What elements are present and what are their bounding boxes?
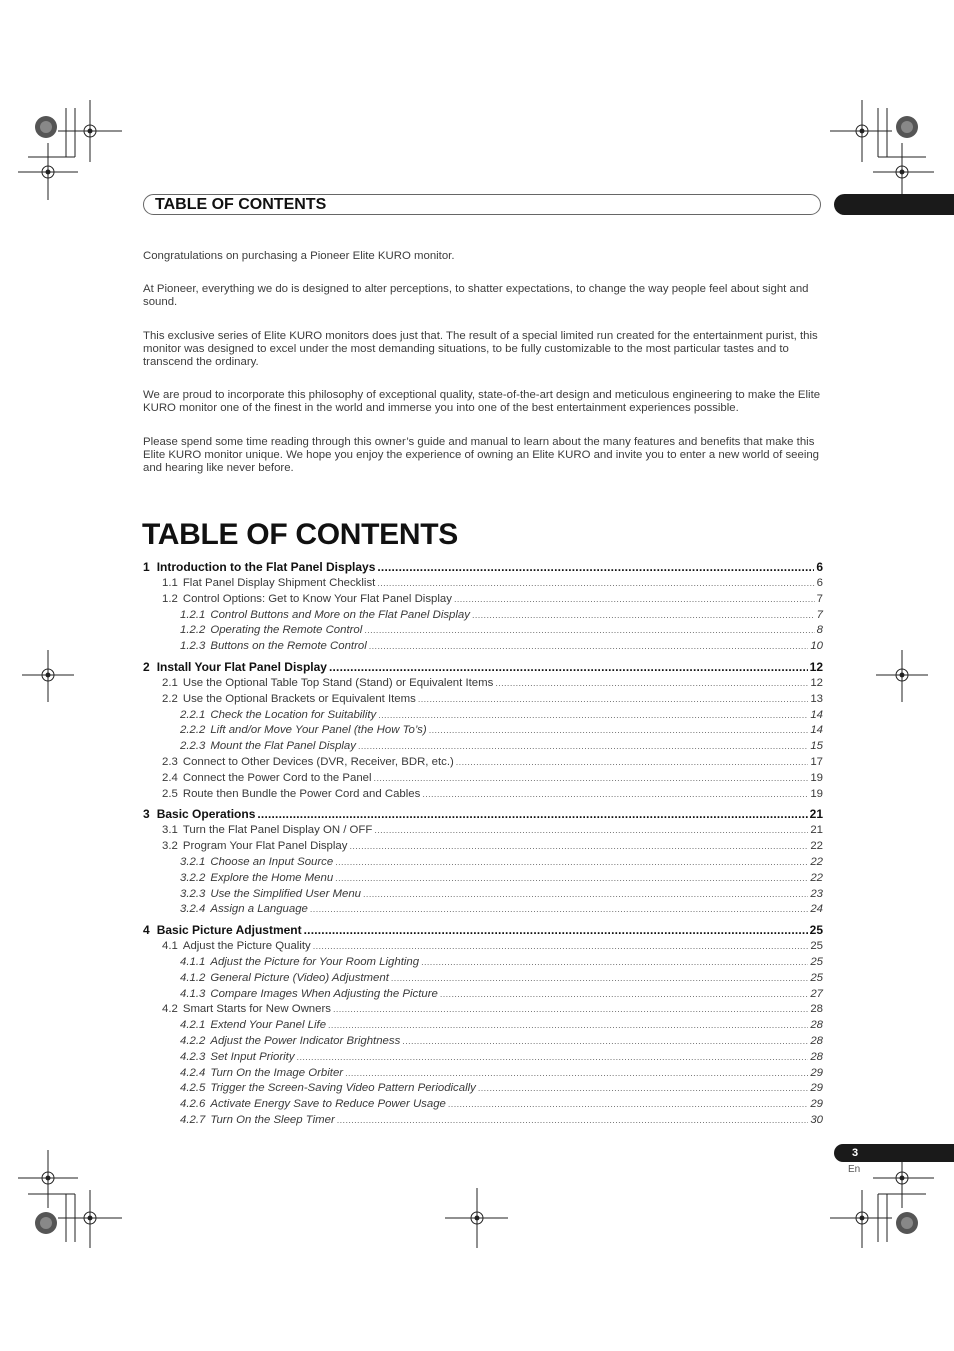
toc-entry-label: Turn the Flat Panel Display ON / OFF xyxy=(182,824,373,837)
toc-entry[interactable] xyxy=(143,723,823,739)
toc-dot-leader xyxy=(333,1002,808,1018)
toc-entry-page: 24 xyxy=(810,903,823,916)
toc-dot-leader xyxy=(349,839,808,855)
toc-entry-number: 2.5 xyxy=(162,787,178,800)
toc-dot-leader xyxy=(358,739,808,755)
toc-dot-leader xyxy=(335,855,808,871)
toc-dot-leader xyxy=(257,805,807,823)
toc-entry-label: Buttons on the Remote Control xyxy=(210,640,367,653)
toc-dot-leader xyxy=(391,971,808,987)
toc-entry-page: 25 xyxy=(810,955,823,968)
toc-entry-label: Connect the Power Cord to the Panel xyxy=(182,771,372,784)
toc-entry[interactable] xyxy=(143,608,823,624)
toc-entry-number: 3.2.1 xyxy=(180,855,206,868)
toc-entry-page: 14 xyxy=(810,708,823,721)
toc-entry-label: Introduction to the Flat Panel Displays xyxy=(156,560,376,574)
toc-dot-leader xyxy=(363,887,808,903)
toc-entry[interactable] xyxy=(143,708,823,724)
toc-entry-number: 4.1 xyxy=(162,940,178,953)
toc-dot-leader xyxy=(374,823,808,839)
toc-entry-page: 19 xyxy=(810,787,823,800)
toc-dot-leader xyxy=(374,771,809,787)
toc-entry-label: Flat Panel Display Shipment Checklist xyxy=(182,577,376,589)
toc-entry-page: 29 xyxy=(810,1098,823,1111)
toc-entry-page: 10 xyxy=(810,640,823,653)
toc-entry[interactable] xyxy=(143,1081,823,1097)
toc-entry-number: 3.2.2 xyxy=(180,871,206,884)
toc-entry-label: Turn On the Image Orbiter xyxy=(210,1066,344,1079)
toc-entry-page: 6 xyxy=(816,577,823,589)
toc-dot-leader xyxy=(422,787,808,803)
toc-dot-leader xyxy=(377,558,814,576)
toc-entry-label: Lift and/or Move Your Panel (the How To’s) xyxy=(210,724,427,737)
toc-entry-label: Adjust the Picture Quality xyxy=(182,940,311,953)
toc-entry-number: 3 xyxy=(143,807,150,822)
toc-entry[interactable] xyxy=(143,576,823,592)
toc-entry-label: Turn On the Sleep Timer xyxy=(210,1113,335,1126)
toc-dot-leader xyxy=(454,592,815,608)
toc-entry-number: 4.2.6 xyxy=(180,1098,206,1111)
toc-entry-label: Trigger the Screen-Saving Video Pattern Periodically xyxy=(210,1082,476,1095)
toc-dot-leader xyxy=(472,608,815,624)
toc-entry[interactable] xyxy=(143,1097,823,1113)
toc-entry[interactable] xyxy=(143,839,823,855)
toc-entry-label: Use the Optional Table Top Stand (Stand) or Equivalent Items xyxy=(182,676,494,689)
intro-paragraph: We are proud to incorporate this philosophy of exceptional quality, state-of-the-art design and meticulous engineering to make the Elite KURO monitor one of the finest in the world and immerse you into one of the best entertainment experiences possible. xyxy=(143,389,821,415)
toc-entry-number: 2.2 xyxy=(162,692,178,705)
toc-dot-leader xyxy=(478,1081,808,1097)
toc-entry-label: Connect to Other Devices (DVR, Receiver, BDR, etc.) xyxy=(182,755,454,768)
toc-entry-number: 4.2.5 xyxy=(180,1082,206,1095)
toc-entry[interactable] xyxy=(143,902,823,918)
page-number: 3 xyxy=(852,1147,859,1159)
toc-entry-label: Extend Your Panel Life xyxy=(210,1019,327,1032)
toc-entry-page: 28 xyxy=(810,1034,823,1047)
toc-dot-leader xyxy=(456,755,809,771)
intro-paragraph: Congratulations on purchasing a Pioneer Elite KURO monitor. xyxy=(143,250,455,262)
toc-dot-leader xyxy=(448,1097,808,1113)
toc-entry-number: 1.1 xyxy=(162,577,178,589)
toc-entry-page: 30 xyxy=(810,1113,823,1126)
toc-entry-label: Smart Starts for New Owners xyxy=(182,1003,331,1016)
toc-entry-number: 4.1.2 xyxy=(180,971,206,984)
toc-dot-leader xyxy=(369,639,809,655)
toc-entry-number: 4.2 xyxy=(162,1003,178,1016)
toc-entry[interactable] xyxy=(143,1050,823,1066)
toc-entry-page: 23 xyxy=(810,887,823,900)
toc-entry-page: 12 xyxy=(809,659,823,674)
toc-entry-label: Use the Simplified User Menu xyxy=(210,887,362,900)
toc-entry-label: Use the Optional Brackets or Equivalent Items xyxy=(182,692,416,705)
toc-entry-label: Assign a Language xyxy=(210,903,308,916)
toc-entry[interactable] xyxy=(143,1113,823,1129)
toc-entry[interactable] xyxy=(143,771,823,787)
toc-entry[interactable] xyxy=(143,987,823,1003)
crop-marks-bottom xyxy=(0,1150,954,1260)
registration-target-icon xyxy=(42,125,908,178)
toc-entry-label: Adjust the Picture for Your Room Lighting xyxy=(210,955,420,968)
toc-entry-page: 22 xyxy=(810,855,823,868)
toc-entry[interactable] xyxy=(143,592,823,608)
toc-entry[interactable] xyxy=(143,855,823,871)
toc-entry-page: 21 xyxy=(809,807,823,822)
intro-text xyxy=(143,250,823,495)
toc-entry-page: 15 xyxy=(810,740,823,753)
toc-entry-number: 2.2.1 xyxy=(180,708,206,721)
toc-entry-number: 3.1 xyxy=(162,824,178,837)
toc-entry[interactable] xyxy=(143,939,823,955)
toc-entry[interactable] xyxy=(143,871,823,887)
toc-entry-page: 14 xyxy=(810,724,823,737)
toc-entry-page: 13 xyxy=(810,692,823,705)
toc-entry[interactable] xyxy=(143,787,823,803)
toc-entry-number: 4 xyxy=(143,923,150,938)
toc-entry-number: 4.2.1 xyxy=(180,1019,206,1032)
toc-entry-number: 2.3 xyxy=(162,755,178,768)
toc-entry[interactable] xyxy=(143,623,823,639)
toc-entry-label: Choose an Input Source xyxy=(210,855,334,868)
toc-dot-leader xyxy=(421,955,808,971)
toc-entry-label: Control Buttons and More on the Flat Panel Display xyxy=(210,608,470,621)
toc-entry-page: 28 xyxy=(810,1050,823,1063)
toc-dot-leader xyxy=(440,987,808,1003)
page-number-tab xyxy=(834,1144,954,1162)
toc-entry-number: 2 xyxy=(143,659,150,674)
toc-entry-number: 4.1.1 xyxy=(180,955,206,968)
toc-entry-number: 3.2.3 xyxy=(180,887,206,900)
toc-entry-page: 7 xyxy=(816,608,823,621)
toc-entry-number: 4.2.2 xyxy=(180,1034,206,1047)
toc-entry-number: 1 xyxy=(143,560,150,574)
toc-entry[interactable] xyxy=(143,739,823,755)
toc-entry[interactable] xyxy=(143,639,823,655)
toc-entry-page: 29 xyxy=(810,1066,823,1079)
toc-entry-number: 4.1.3 xyxy=(180,987,206,1000)
toc-entry-page: 21 xyxy=(810,824,823,837)
toc-entry[interactable] xyxy=(143,971,823,987)
toc-entry-number: 4.2.7 xyxy=(180,1113,206,1126)
toc-entry-number: 1.2.1 xyxy=(180,608,206,621)
intro-paragraph: This exclusive series of Elite KURO monitors does just that. The result of a special limited run created for the entertainment purist, this monitor was designed to excel under the most demanding situations, to be fully customizable to the most particular tastes and to transcend the ordinary. xyxy=(143,329,818,369)
toc-dot-leader xyxy=(313,939,809,955)
toc-entry-label: Basic Operations xyxy=(156,807,256,822)
toc-dot-leader xyxy=(337,1113,809,1129)
toc-entry-label: Check the Location for Suitability xyxy=(210,708,377,721)
toc-entry[interactable] xyxy=(143,658,823,676)
toc-entry-page: 28 xyxy=(810,1019,823,1032)
toc-entry-label: Install Your Flat Panel Display xyxy=(156,659,327,674)
section-header-title: TABLE OF CONTENTS xyxy=(155,196,327,213)
toc-entry-number: 3.2 xyxy=(162,840,178,853)
language-code: En xyxy=(848,1164,861,1175)
toc-entry[interactable] xyxy=(143,1018,823,1034)
toc-entry-number: 4.2.3 xyxy=(180,1050,206,1063)
toc-entry-label: Route then Bundle the Power Cord and Cables xyxy=(182,787,421,800)
toc-entry-number: 1.2.3 xyxy=(180,640,206,653)
intro-paragraph: Please spend some time reading through this owner’s guide and manual to learn about the many features and benefits that make this Elite KURO monitor unique. We hope you enjoy the experience of owning an Elite KURO and invite you to enter a new world of seeing and hearing like never before. xyxy=(143,435,820,475)
toc-dot-leader xyxy=(429,723,809,739)
toc-entry-label: Adjust the Power Indicator Brightness xyxy=(210,1034,401,1047)
toc-entry-number: 1.2.2 xyxy=(180,624,206,637)
toc-entry[interactable] xyxy=(143,755,823,771)
toc-entry-page: 12 xyxy=(810,676,823,689)
toc-dot-leader xyxy=(297,1050,809,1066)
toc-dot-leader xyxy=(328,1018,808,1034)
toc-entry-label: Compare Images When Adjusting the Picture xyxy=(210,987,438,1000)
intro-paragraph: At Pioneer, everything we do is designed to alter perceptions, to shatter expectations, to change the way people feel about sight and sound. xyxy=(143,283,809,309)
toc-entry-page: 7 xyxy=(816,592,823,605)
toc-dot-leader xyxy=(304,921,808,939)
toc-entry-label: Control Options: Get to Know Your Flat Panel Display xyxy=(182,592,452,605)
toc-entry-label: Basic Picture Adjustment xyxy=(156,923,302,938)
toc-entry-label: Activate Energy Save to Reduce Power Usage xyxy=(210,1098,446,1111)
section-header xyxy=(143,194,821,215)
toc-entry-label: Program Your Flat Panel Display xyxy=(182,840,348,853)
toc-entry[interactable] xyxy=(143,805,823,823)
toc-entry[interactable] xyxy=(143,887,823,903)
toc-entry-number: 1.2 xyxy=(162,592,178,605)
registration-dot-icon xyxy=(46,129,905,175)
toc-entry-page: 27 xyxy=(810,987,823,1000)
toc-entry-page: 28 xyxy=(810,1003,823,1016)
toc-dot-leader xyxy=(364,623,814,639)
toc-entry[interactable] xyxy=(143,823,823,839)
toc-dot-leader xyxy=(345,1066,808,1082)
toc-entry-number: 2.2.2 xyxy=(180,724,206,737)
toc-entry[interactable] xyxy=(143,676,823,692)
toc-entry-label: Operating the Remote Control xyxy=(210,624,363,637)
toc-entry-page: 25 xyxy=(809,923,823,938)
toc-dot-leader xyxy=(402,1034,808,1050)
toc-entry-number: 4.2.4 xyxy=(180,1066,206,1079)
chapter-tab xyxy=(834,194,954,215)
toc-dot-leader xyxy=(378,708,808,724)
toc-entry-page: 29 xyxy=(810,1082,823,1095)
toc-entry[interactable] xyxy=(143,692,823,708)
toc-entry-page: 19 xyxy=(810,771,823,784)
toc-entry-page: 25 xyxy=(810,971,823,984)
table-of-contents xyxy=(143,558,823,1129)
toc-dot-leader xyxy=(310,902,808,918)
toc-entry[interactable] xyxy=(143,921,823,939)
toc-entry-label: Explore the Home Menu xyxy=(210,871,334,884)
toc-dot-leader xyxy=(329,658,808,676)
toc-entry-number: 2.4 xyxy=(162,771,178,784)
toc-entry-number: 3.2.4 xyxy=(180,903,206,916)
toc-entry-page: 22 xyxy=(810,840,823,853)
toc-entry[interactable] xyxy=(143,1034,823,1050)
toc-entry-page: 6 xyxy=(816,560,823,574)
toc-entry[interactable] xyxy=(143,1066,823,1082)
toc-entry[interactable] xyxy=(143,955,823,971)
toc-entry-page: 17 xyxy=(810,755,823,768)
toc-dot-leader xyxy=(377,576,814,592)
toc-dot-leader xyxy=(495,676,808,692)
toc-entry-label: Mount the Flat Panel Display xyxy=(210,740,356,753)
color-wheel-icon xyxy=(35,116,918,138)
page-title: TABLE OF CONTENTS xyxy=(142,518,458,551)
crop-marks-top xyxy=(0,0,954,200)
toc-entry-number: 2.1 xyxy=(162,676,178,689)
toc-entry-page: 8 xyxy=(816,624,823,637)
toc-entry-label: Set Input Priority xyxy=(210,1050,295,1063)
toc-entry-page: 25 xyxy=(810,940,823,953)
toc-dot-leader xyxy=(335,871,808,887)
toc-dot-leader xyxy=(418,692,808,708)
toc-entry-label: General Picture (Video) Adjustment xyxy=(210,971,389,984)
toc-entry-page: 22 xyxy=(810,871,823,884)
toc-entry[interactable] xyxy=(143,558,823,576)
toc-entry-number: 2.2.3 xyxy=(180,740,206,753)
toc-entry[interactable] xyxy=(143,1002,823,1018)
